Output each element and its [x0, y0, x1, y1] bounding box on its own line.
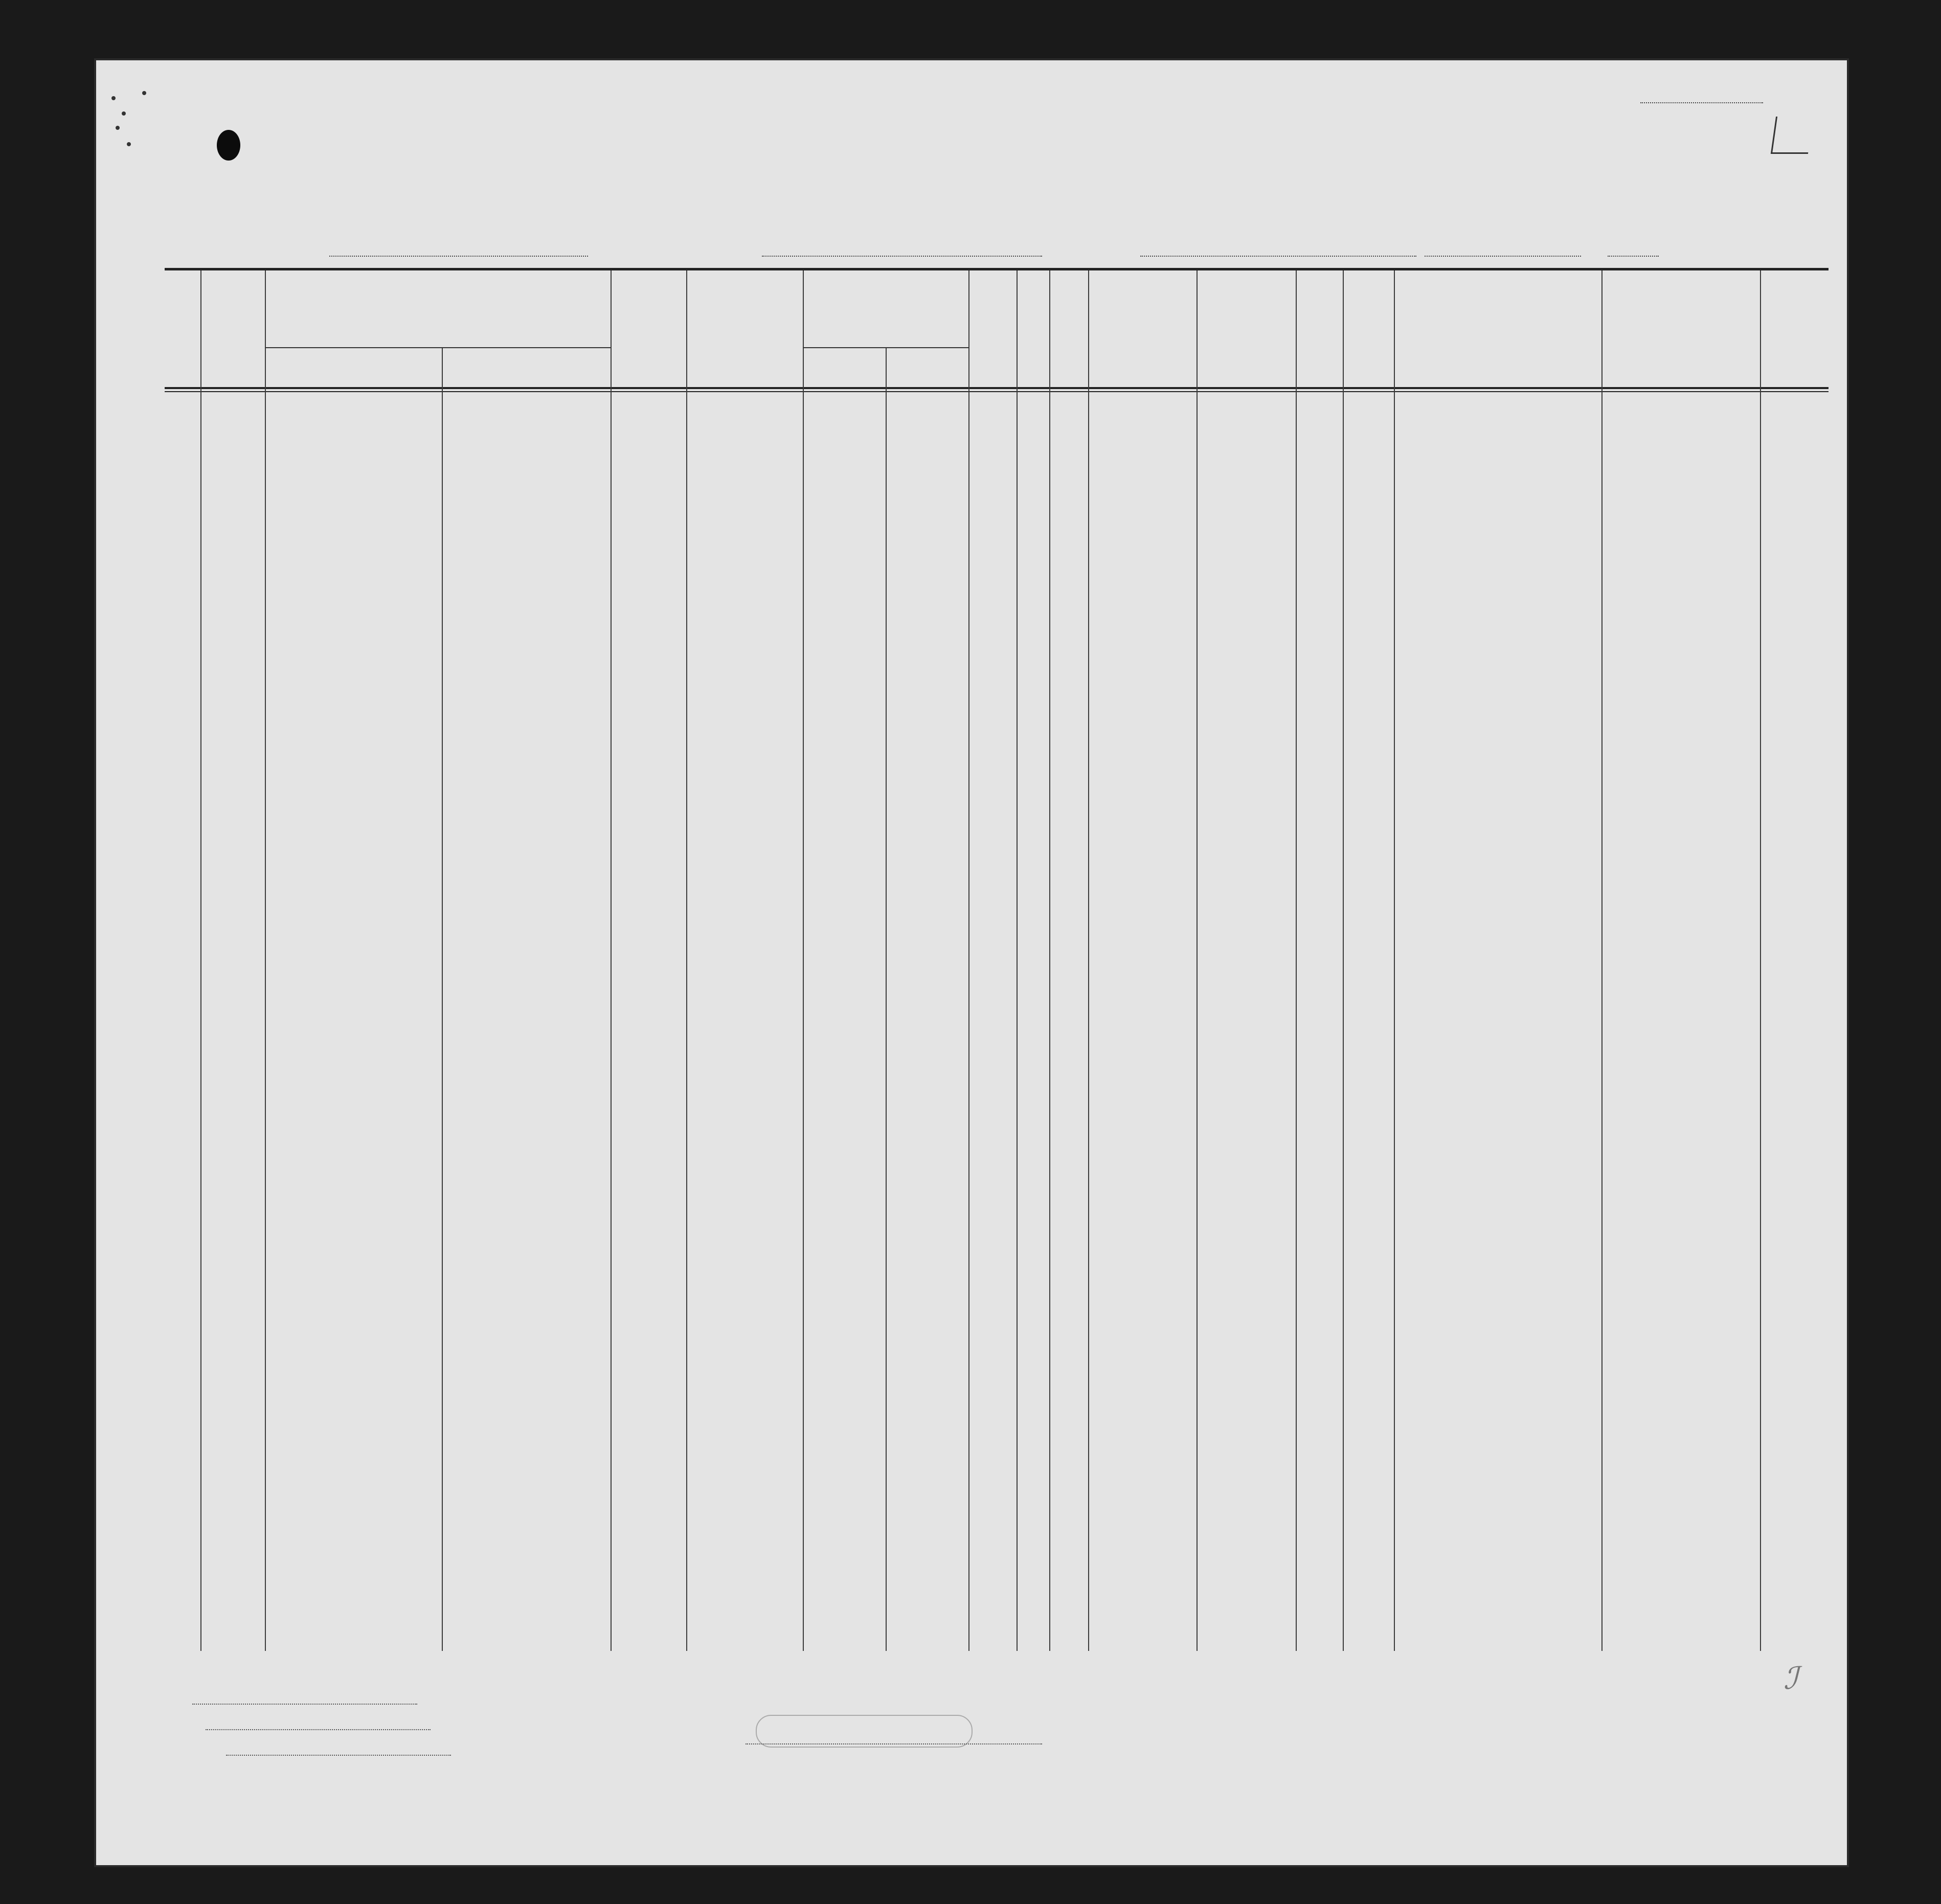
column-divider [968, 270, 969, 1651]
column-divider [803, 270, 804, 1651]
sheet-number [1640, 89, 1763, 103]
column-divider [200, 270, 201, 1651]
manifest-sheet [96, 60, 1847, 1865]
column-header-7 [968, 270, 1017, 387]
column-header-2 [200, 270, 265, 387]
pin-hole [111, 96, 116, 100]
line-blank [192, 1704, 417, 1705]
header-mask [440, 270, 443, 347]
margin-initial: ℐ [1784, 1661, 1798, 1696]
pin-hole [142, 91, 146, 95]
column-header-11 [1197, 270, 1296, 387]
header-divider [165, 387, 1829, 389]
column-divider [265, 270, 266, 1651]
column-header-8 [1017, 270, 1049, 387]
column-divider [1197, 270, 1198, 1651]
column-divider [442, 270, 443, 1651]
header-divider [165, 391, 1829, 392]
column-header-14 [1394, 270, 1601, 387]
column-divider [686, 270, 687, 1651]
sailing-port [762, 256, 1042, 257]
column-divider [1601, 270, 1603, 1651]
column-header-10 [1088, 270, 1197, 387]
header-mask [884, 270, 887, 347]
arriving-port [1140, 256, 1416, 257]
pin-hole [116, 126, 120, 130]
column-divider [886, 270, 887, 1651]
corner-check-mark [1771, 117, 1813, 154]
year-blank [1608, 238, 1659, 257]
arrival-date [1425, 256, 1581, 257]
subheader-line [803, 347, 968, 348]
column-header-15 [1601, 270, 1760, 387]
column-header-6 [803, 270, 968, 387]
column-header-16 [1760, 270, 1829, 387]
agents-blank [226, 1755, 451, 1756]
column-divider [1017, 270, 1018, 1651]
column-divider [1343, 270, 1344, 1651]
column-header-4 [611, 270, 686, 387]
pin-hole [122, 111, 126, 116]
column-divider [1049, 270, 1050, 1651]
pin-hole [127, 142, 131, 146]
column-header-1 [165, 270, 200, 387]
vessel-line [163, 234, 1768, 259]
column-header-13 [1343, 270, 1394, 387]
owners-blank [206, 1729, 431, 1730]
vessel-name [329, 256, 588, 257]
staple-mark [217, 130, 240, 161]
column-divider [1394, 270, 1395, 1651]
inspector-line [746, 1743, 1042, 1744]
column-divider [1760, 270, 1761, 1651]
column-header-12 [1296, 270, 1343, 387]
column-divider [1088, 270, 1089, 1651]
column-header-3 [265, 270, 611, 387]
inspector-signature [756, 1715, 973, 1748]
column-divider [1296, 270, 1297, 1651]
column-divider [611, 270, 612, 1651]
subheader-line [265, 347, 611, 348]
crew-table [165, 268, 1829, 1651]
column-header-5 [686, 270, 803, 387]
column-header-9 [1049, 270, 1088, 387]
